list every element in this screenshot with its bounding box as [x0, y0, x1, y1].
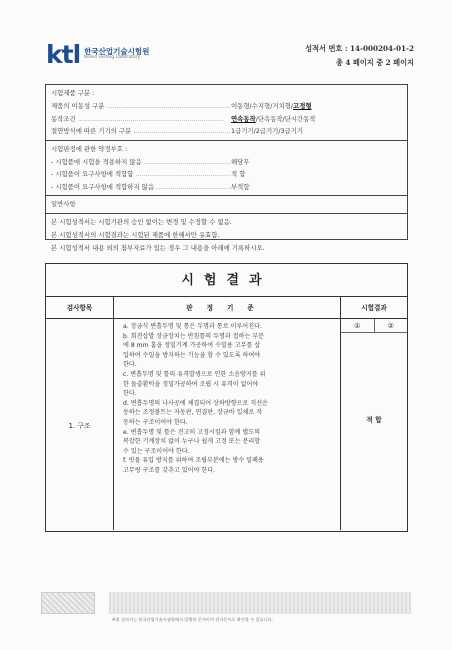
security-seal	[41, 592, 95, 614]
info-box	[45, 84, 408, 252]
verdict-codes-section	[46, 141, 407, 197]
sample-1-label: ①	[341, 319, 375, 332]
info-row	[51, 113, 402, 126]
info-row-value: 연속동작/단속동작/단시간동작	[231, 114, 316, 123]
general-notes-section	[46, 196, 407, 214]
info-row-label: 제품의 이동성 구분 .....	[51, 100, 231, 113]
info-row	[51, 125, 402, 138]
info-row-value: 1급기기/2급기기/3급기기	[231, 127, 304, 135]
results-header-row	[46, 297, 407, 319]
info-row-label: 동작조건 .....	[51, 113, 231, 126]
logo-korean-name: 한국산업기술시험원	[84, 47, 150, 57]
general-notes-title: 일반사항	[51, 200, 76, 208]
report-number: 성적서 번호 : 14-000204-01-2	[305, 44, 414, 53]
results-body-row	[46, 319, 407, 530]
selected-option: 고정형	[293, 102, 312, 110]
info-row-value: 이동형/수지형/거치형/고정형	[231, 102, 312, 110]
logo-mark: ktl	[46, 40, 81, 69]
logo-english-name: Korea Testing Laboratory	[84, 55, 141, 61]
footer-notice: ※위 성적서는 한국산업기술시험원에서 발행한 문서이며 전자문서로 확인할 수 있습니다.	[112, 617, 274, 622]
criteria-text: a. 장금식 변흡두명 및 통은 두명과 통로 이루어진다. b. 회전삽발 장금장치는 반침틀의 두명과 접하는 부분 에 8 mm 홈을 정밀기계 가공하여 수밀용 고무를 삽 입하여 수밀을 방지하는 기능을 할 수 있도록 하여야 한다. c. 변흡두명 및 틀의 유격발생으로 인한 소음방지를 위 한 돌출환턱을 정밀가공하여 조립 시 유격이 없어야 한다. d. 변흡두명의 나사공에 체결되어 상하방향으로 직선운 동하는 조정볼트는 자동판, 연결판, 장금바 일체로 작 동하는 구조이어야 한다. e. 변흡두명 및 틀은 견고히 고정시킴과 함께 별도의 복잡한 기계장치 없이 누구나 쉽게 고정 또는 분리할 수 있는 구조이어야 한다. f. 빗물 유입 방지를 위하여 조립부분에는 방수 밀폐용 고무링 구조를 갖추고 있어야 한다.	[114, 319, 341, 530]
result-verdict: 적 합	[366, 416, 382, 424]
verdict-code-row: - 시험품에 시험을 적용하지 않음 ..... 해당무	[51, 156, 402, 169]
result-column	[341, 319, 407, 530]
results-title: 시험결과	[46, 264, 407, 297]
test-item: 1. 구조	[46, 319, 114, 530]
sample-2-label: ②	[387, 322, 394, 330]
ktl-logo	[46, 42, 149, 67]
report-header	[305, 42, 414, 69]
selected-option: 연속동작	[231, 114, 256, 123]
sample-numbers	[341, 319, 407, 333]
verdict-code-row: - 시험품이 요구사항에 적합하지 않음 ..... 부적합	[51, 181, 402, 194]
general-notes-body	[46, 214, 407, 257]
col-header-item: 검사항목	[46, 297, 114, 318]
note-line: 본 시험성적서의 시험결과는 시험된 제품에 한해서만 유효함.	[51, 231, 220, 239]
page-info: 총 4 페이지 중 2 페이지	[335, 57, 414, 67]
test-results-table	[45, 263, 408, 532]
product-classification-section	[46, 85, 407, 141]
col-header-criteria: 판정기준	[114, 297, 341, 318]
info-row	[51, 100, 402, 113]
note-line: 본 시험성적서는 시험기관의 승인 없이는 변경 및 수정할 수 없음.	[51, 218, 232, 226]
info-row-label: 절연방식에 따른 기기의 구분 .....	[51, 125, 231, 138]
product-classification-title: 시험제품 구분 :	[51, 89, 95, 97]
note-line: 본 시험성적서 내용 외의 첨부자료가 있는 경우 그 내용을 아래에 기록하시오.	[51, 244, 265, 252]
verdict-codes-title: 시험판정에 관한 약정부호 :	[51, 144, 128, 153]
verdict-code-row: - 시험품이 요구사항에 적합함 ..... 적 합	[51, 168, 402, 181]
col-header-result: 시험결과	[361, 304, 387, 312]
security-pattern-band	[109, 592, 411, 614]
